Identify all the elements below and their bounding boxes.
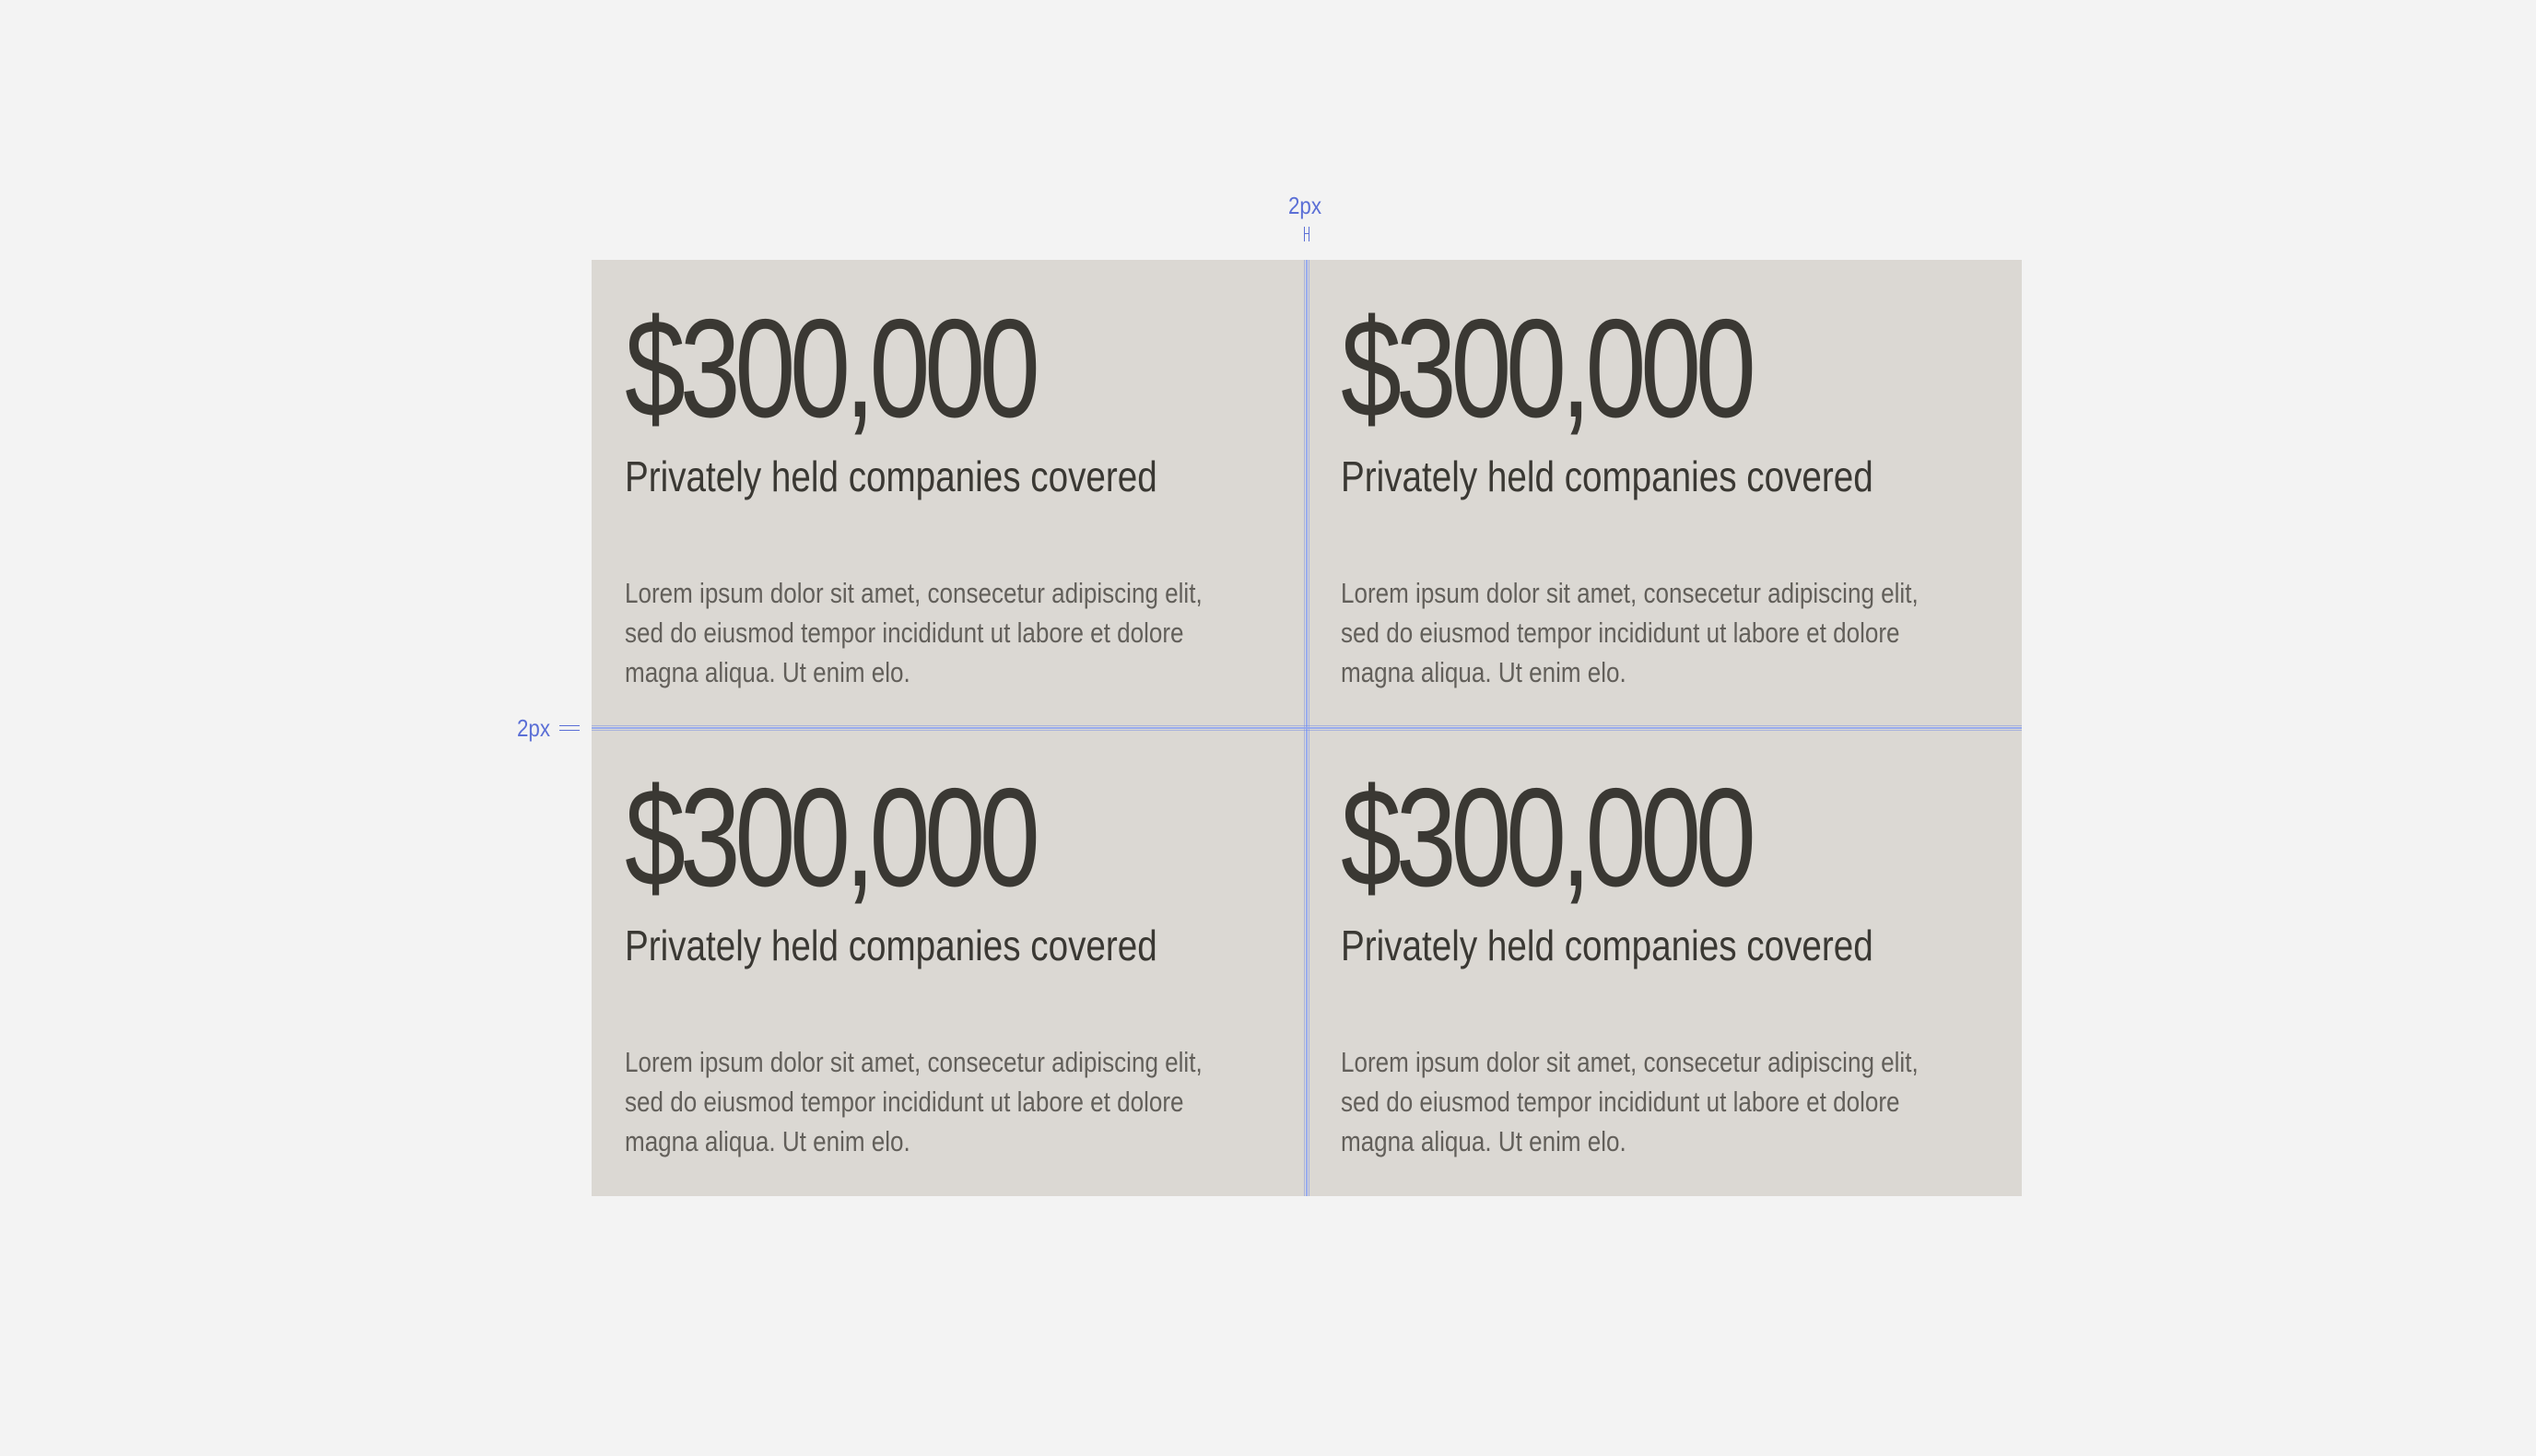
stat-value: $300,000 xyxy=(1341,759,1751,916)
stat-label: Privately held companies covered xyxy=(625,452,1157,500)
stat-card xyxy=(1308,729,2022,1196)
stat-label: Privately held companies covered xyxy=(1341,922,1873,969)
stat-value: $300,000 xyxy=(1341,290,1751,447)
stat-description: Lorem ipsum dolor sit amet, consecetur adipiscing elit, sed do eiusmod tempor incididunt ut labore et dolore magna aliqua. Ut enim elo. xyxy=(1341,1046,1919,1157)
row-gap-measure-icon xyxy=(559,724,580,732)
stat-value: $300,000 xyxy=(625,290,1035,447)
stat-description: Lorem ipsum dolor sit amet, consecetur adipiscing elit, sed do eiusmod tempor incididunt ut labore et dolore magna aliqua. Ut enim elo. xyxy=(625,1046,1203,1157)
stat-label: Privately held companies covered xyxy=(625,922,1157,969)
column-gap-measure-icon xyxy=(1303,227,1310,241)
row-gap-guide xyxy=(592,727,2022,729)
stat-card xyxy=(592,729,1306,1196)
stat-description: Lorem ipsum dolor sit amet, consecetur adipiscing elit, sed do eiusmod tempor incididunt ut labore et dolore magna aliqua. Ut enim elo. xyxy=(1341,577,1919,688)
column-gap-label: 2px xyxy=(1288,192,1322,219)
stat-value: $300,000 xyxy=(625,759,1035,916)
stat-card xyxy=(592,260,1306,727)
row-gap-label: 2px xyxy=(517,714,551,742)
stat-description: Lorem ipsum dolor sit amet, consecetur adipiscing elit, sed do eiusmod tempor incididunt ut labore et dolore magna aliqua. Ut enim elo. xyxy=(625,577,1203,688)
stat-card xyxy=(1308,260,2022,727)
stat-label: Privately held companies covered xyxy=(1341,452,1873,500)
